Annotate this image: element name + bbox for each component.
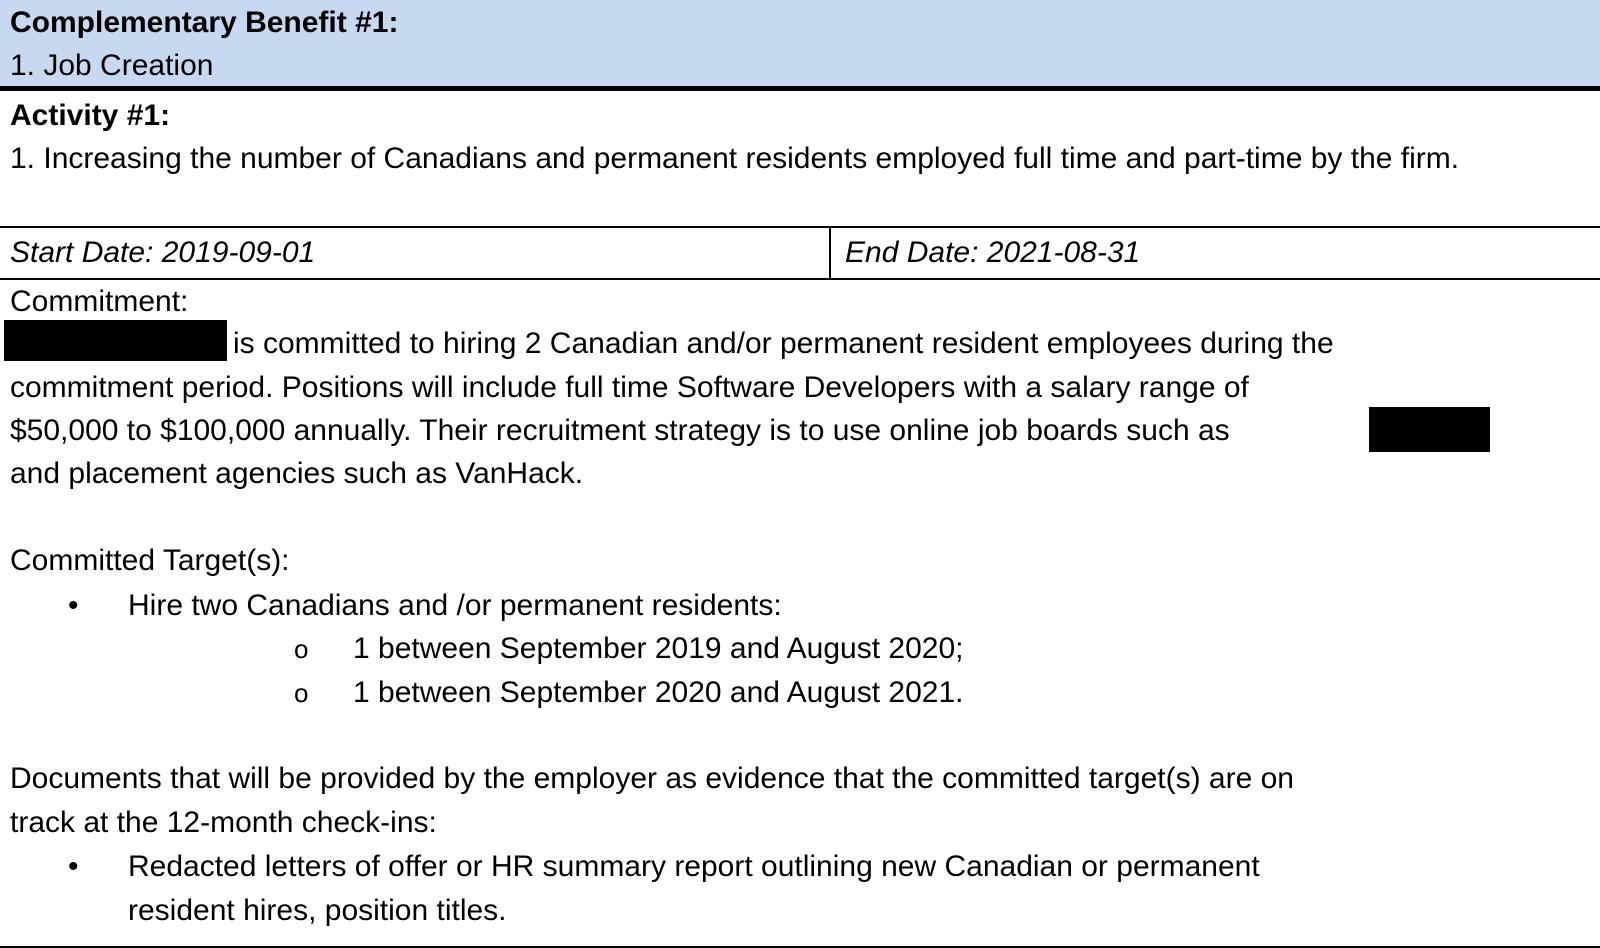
documents-bullet-line-2: resident hires, position titles. [128,894,507,927]
sub-bullet-icon: o [294,678,309,708]
documents-line-2: track at the 12-month check-ins: [10,806,437,839]
date-row [0,228,1600,280]
activity-description: 1. Increasing the number of Canadians and permanent residents employed full time and part-time by the firm. [10,142,1460,175]
commitment-line-4: and placement agencies such as VanHack. [10,457,584,490]
targets-heading: Committed Target(s): [10,544,290,577]
end-date: End Date: 2021-08-31 [845,236,1141,269]
commitment-line-2: commitment period. Positions will include full time Software Developers with a salary range of [10,371,1249,404]
activity-heading: Activity #1: [10,99,171,132]
redaction-block [4,320,227,361]
target-sub-item-2: 1 between September 2020 and August 2021. [353,676,964,709]
benefit-header [0,0,1600,91]
sub-bullet-icon: o [294,634,309,664]
target-sub-item-1: 1 between September 2019 and August 2020; [353,632,964,665]
commitment-line-1: is committed to hiring 2 Canadian and/or permanent resident employees during the [233,327,1334,360]
commitment-section [0,280,1600,948]
bullet-icon: • [68,850,79,883]
target-bullet: Hire two Canadians and /or permanent residents: [128,589,782,622]
benefit-title: Complementary Benefit #1: [10,6,399,39]
documents-line-1: Documents that will be provided by the employer as evidence that the committed target(s) are on [10,762,1294,795]
redaction-block [1369,407,1490,452]
start-date: Start Date: 2019-09-01 [10,236,316,269]
commitment-line-3: $50,000 to $100,000 annually. Their recruitment strategy is to use online job boards such as [10,414,1230,447]
commitment-heading: Commitment: [10,285,189,318]
documents-bullet-line-1: Redacted letters of offer or HR summary report outlining new Canadian or permanent [128,850,1260,883]
date-divider [829,228,831,278]
bullet-icon: • [68,589,79,622]
activity-section [0,91,1600,228]
benefit-subtitle: 1. Job Creation [10,49,214,82]
